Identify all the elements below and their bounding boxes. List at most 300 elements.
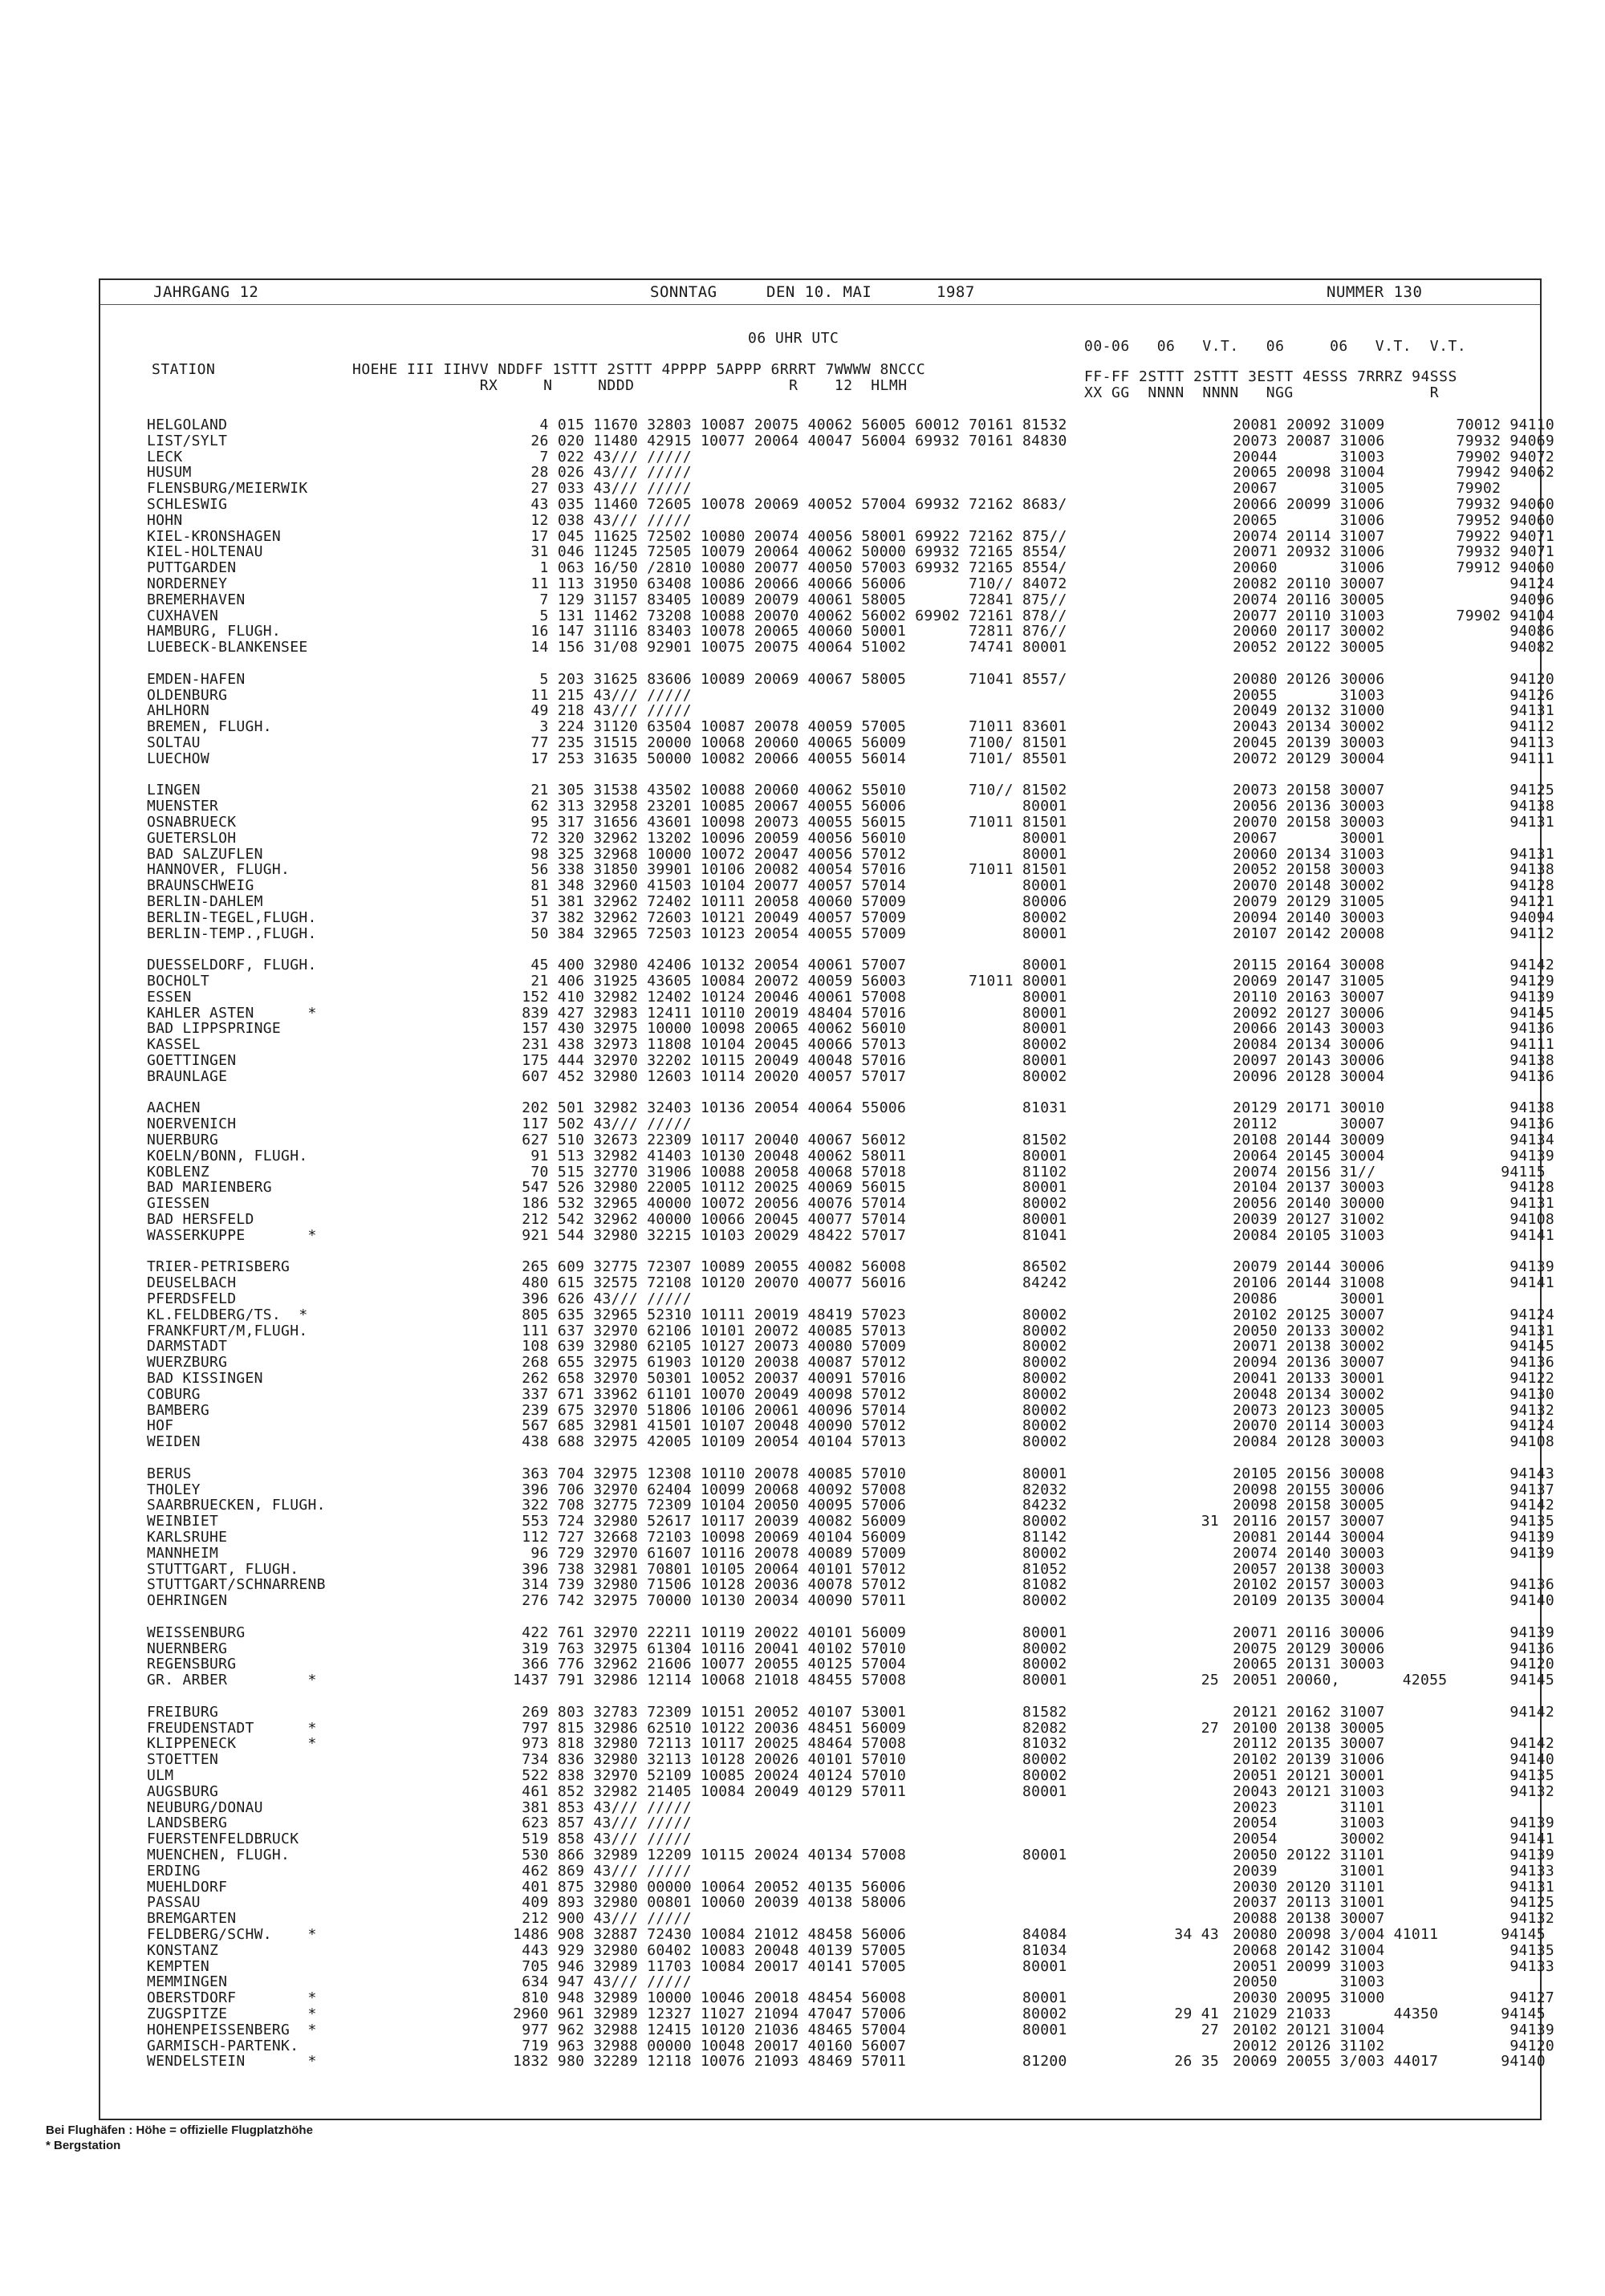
- station-name: OEHRINGEN: [147, 1592, 228, 1610]
- extra-values: 20072 20129 30004 94111: [1224, 750, 1555, 767]
- row-spacer: [100, 1688, 1543, 1703]
- extra-values: 20039 31001 94133: [1224, 1862, 1555, 1879]
- synop-values: 14 156 31/08 92901 10075 20075 40064 51002 74741 80001: [504, 639, 1067, 656]
- station-name: GOETTINGEN: [147, 1052, 237, 1069]
- synop-values: 262 658 32970 50301 10052 20037 40091 57016 80002: [504, 1370, 1067, 1387]
- extra-values: 20066 20143 30003 94136: [1224, 1020, 1555, 1038]
- extra-values: 20056 20136 30003 94138: [1224, 798, 1555, 815]
- table-row: [100, 1735, 1555, 1753]
- issue-number: NUMMER 130: [1327, 283, 1423, 301]
- main-columns-subheader: RX N NDDD R 12 HLMH: [352, 377, 908, 394]
- extra-values: 20079 20144 30006 94139: [1224, 1258, 1555, 1276]
- station-name: MEMMINGEN: [147, 1973, 228, 1991]
- extra-values: 20069 20055 3/003 44017 94140: [1224, 2053, 1546, 2070]
- table-row: [100, 1847, 1555, 1863]
- extra-values: 20115 20164 30008 94142: [1224, 957, 1555, 974]
- table-row: [100, 559, 1555, 577]
- station-name: KOELN/BONN, FLUGH.: [147, 1147, 308, 1164]
- synop-values: 202 501 32982 32403 10136 20054 40064 55006 81031: [504, 1099, 1067, 1117]
- table-row: [100, 1957, 1555, 1975]
- table-row: [100, 686, 1555, 704]
- extra-values: 20068 20142 31004 94135: [1224, 1941, 1555, 1959]
- gust-values: 34 43: [1174, 1926, 1219, 1943]
- extra-values: 20098 20158 30005 94142: [1224, 1497, 1555, 1514]
- station-name: BRAUNSCHWEIG: [147, 877, 254, 895]
- extra-values: 20121 20162 31007 94142: [1224, 1703, 1555, 1721]
- station-name: FRANKFURT/M,FLUGH.: [147, 1322, 308, 1339]
- station-name: BAD KISSINGEN: [147, 1370, 263, 1387]
- synop-values: 977 962 32988 12415 10120 21036 48465 57004 80001: [504, 2021, 1067, 2038]
- station-name: ERDING: [147, 1862, 201, 1879]
- extra-values: 20050 31003: [1224, 1973, 1385, 1991]
- station-name: KIEL-KRONSHAGEN: [147, 527, 282, 545]
- station-name: AHLHORN: [147, 702, 209, 720]
- table-row: [100, 830, 1543, 845]
- station-name: PASSAU: [147, 1894, 201, 1912]
- station-name: GR. ARBER *: [147, 1672, 317, 1689]
- synop-values: 634 947 43/// /////: [504, 1973, 692, 1991]
- table-row: [100, 1544, 1555, 1562]
- station-name: BRAUNLAGE: [147, 1067, 228, 1085]
- extra-values: 20107 20142 20008 94112: [1224, 924, 1555, 942]
- weather-report-sheet: [99, 278, 1555, 2120]
- station-name: OSNABRUECK: [147, 814, 237, 831]
- table-row: [100, 1862, 1555, 1879]
- station-name: ESSEN: [147, 988, 192, 1006]
- station-name: HELGOLAND: [147, 417, 228, 433]
- gust-values: 29 41: [1174, 2005, 1219, 2022]
- extra-values: 20092 20127 30006 94145: [1224, 1004, 1555, 1022]
- synop-values: 627 510 32673 22309 10117 20040 40067 56012 81502: [504, 1132, 1067, 1148]
- extra-values: 20071 20932 31006 79932 94071: [1224, 543, 1555, 561]
- synop-values: 70 515 32770 31906 10088 20058 40068 57018 81102: [504, 1163, 1067, 1181]
- synop-values: 522 838 32970 52109 10085 20024 40124 57010 80002: [504, 1767, 1067, 1784]
- extra-values: 20067 31005 79902: [1224, 480, 1501, 498]
- extra-values: 20074 20156 31// 94115: [1224, 1163, 1546, 1181]
- extra-values: 20094 20140 30003 94094: [1224, 908, 1555, 926]
- extra-values: 20037 20113 31001 94125: [1224, 1894, 1555, 1912]
- synop-values: 921 544 32980 32215 10103 20029 48422 57017 81041: [504, 1226, 1067, 1244]
- table-row: [100, 1481, 1555, 1498]
- station-name: STOETTEN: [147, 1751, 219, 1769]
- station-name: FLENSBURG/MEIERWIK: [147, 480, 308, 498]
- synop-values: 212 542 32962 40000 10066 20045 40077 57014 80001: [504, 1211, 1067, 1228]
- station-name: BAD LIPPSPRINGE: [147, 1020, 282, 1038]
- main-columns-header: HOEHE III IIHVV NDDFF 1STTT 2STTT 4PPPP 5APPP 6RRRT 7WWWW 8NCCC: [352, 361, 926, 378]
- table-row: [100, 1910, 1555, 1928]
- station-name: THOLEY: [147, 1481, 201, 1498]
- table-row: [100, 1497, 1555, 1514]
- table-row: [100, 623, 1555, 640]
- extra-values: 20075 20129 30006 94136: [1224, 1640, 1555, 1657]
- synop-values: 5 203 31625 83606 10089 20069 40067 58005 71041 8557/: [504, 670, 1067, 688]
- station-name: GARMISCH-PARTENK.: [147, 2037, 299, 2054]
- station-name: MUENCHEN, FLUGH.: [147, 1847, 291, 1863]
- synop-values: 28 026 43/// /////: [504, 464, 692, 482]
- extra-values: 20012 20126 31102 94120: [1224, 2037, 1555, 2054]
- table-row: [100, 1831, 1555, 1848]
- extra-values: 20052 20158 30003 94138: [1224, 861, 1555, 879]
- station-name: REGENSBURG: [147, 1656, 237, 1673]
- synop-values: 49 218 43/// /////: [504, 702, 692, 720]
- synop-values: 98 325 32968 10000 10072 20047 40056 57012 80001: [504, 845, 1067, 863]
- station-name: BAD MARIENBERG: [147, 1179, 272, 1197]
- table-row: [100, 1132, 1555, 1148]
- extra-values: 20030 20095 31000 94127: [1224, 1989, 1555, 2007]
- table-row: [100, 1322, 1555, 1339]
- table-row: [100, 702, 1555, 720]
- synop-values: 719 963 32988 00000 10048 20017 40160 56007: [504, 2037, 907, 2054]
- station-name: BERUS: [147, 1465, 192, 1482]
- extra-values: 20048 20134 30002 94130: [1224, 1385, 1555, 1403]
- extra-values: 20108 20144 30009 94134: [1224, 1132, 1555, 1148]
- table-row: [100, 1973, 1543, 1989]
- station-name: STUTTGART, FLUGH.: [147, 1560, 299, 1578]
- synop-values: 461 852 32982 21405 10084 20049 40129 57011 80001: [504, 1782, 1067, 1800]
- table-row: [100, 1147, 1555, 1164]
- table-row: [100, 1751, 1555, 1769]
- station-name: EMDEN-HAFEN: [147, 670, 246, 688]
- synop-values: 45 400 32980 42406 10132 20054 40061 57007 80001: [504, 957, 1067, 974]
- table-row: [100, 957, 1555, 974]
- synop-values: 269 803 32783 72309 10151 20052 40107 53001 81582: [504, 1703, 1067, 1721]
- synop-values: 43 035 11460 72605 10078 20069 40052 57004 69932 72162 8683/: [504, 496, 1067, 513]
- station-name: ZUGSPITZE *: [147, 2005, 317, 2022]
- extra-values: 20051 20060, 42055 94145: [1224, 1672, 1555, 1689]
- station-name: KIEL-HOLTENAU: [147, 543, 263, 561]
- station-name: HUSUM: [147, 464, 192, 482]
- extra-values: 20081 20144 30004 94139: [1224, 1529, 1555, 1546]
- extra-values: 20110 20163 30007 94139: [1224, 988, 1555, 1006]
- synop-values: 175 444 32970 32202 10115 20049 40048 57016 80001: [504, 1052, 1067, 1069]
- table-row: [100, 543, 1555, 561]
- jahrgang-label: JAHRGANG 12: [153, 283, 259, 301]
- station-name: MUEHLDORF: [147, 1878, 228, 1896]
- table-row: [100, 845, 1555, 863]
- synop-values: 973 818 32980 72113 10117 20025 48464 57008 81032: [504, 1735, 1067, 1753]
- station-name: BERLIN-TEGEL,FLUGH.: [147, 908, 317, 926]
- extra-values: 20105 20156 30008 94143: [1224, 1465, 1555, 1482]
- table-row: [100, 1226, 1555, 1244]
- station-name: KONSTANZ: [147, 1941, 219, 1959]
- table-row: [100, 1433, 1555, 1451]
- extra-values: 20094 20136 30007 94136: [1224, 1354, 1555, 1372]
- table-row: [100, 1067, 1555, 1085]
- table-row: [100, 480, 1543, 498]
- station-name: LANDSBERG: [147, 1814, 228, 1832]
- synop-values: 96 729 32970 61607 10116 20078 40089 57009 80002: [504, 1544, 1067, 1562]
- station-name: FREIBURG: [147, 1703, 219, 1721]
- table-row: [100, 1989, 1555, 2007]
- station-name: BERLIN-TEMP.,FLUGH.: [147, 924, 317, 942]
- extra-values: 20084 20105 31003 94141: [1224, 1226, 1555, 1244]
- extra-values: 20049 20132 31000 94131: [1224, 702, 1555, 720]
- station-name: SAARBRUECKEN, FLUGH.: [147, 1497, 326, 1514]
- station-name: NUERNBERG: [147, 1640, 228, 1657]
- synop-values: 409 893 32980 00801 10060 20039 40138 58006: [504, 1894, 907, 1912]
- table-row: [100, 988, 1555, 1006]
- station-name: DEUSELBACH: [147, 1274, 237, 1292]
- station-name: OLDENBURG: [147, 686, 228, 704]
- table-row: [100, 1640, 1555, 1657]
- extra-values: 20065 31006 79952 94060: [1224, 511, 1555, 529]
- station-name: GUETERSLOH: [147, 829, 237, 847]
- synop-values: 7 022 43/// /////: [504, 448, 692, 465]
- synop-values: 396 626 43/// /////: [504, 1290, 692, 1307]
- table-row: [100, 1338, 1555, 1355]
- synop-values: 186 532 32965 40000 10072 20056 40076 57014 80002: [504, 1195, 1067, 1213]
- extra-values: 20106 20144 31008 94141: [1224, 1274, 1555, 1292]
- table-row: [100, 464, 1555, 482]
- table-row: [100, 1163, 1546, 1181]
- synop-values: 396 706 32970 62404 10099 20068 40092 57008 82032: [504, 1481, 1067, 1498]
- station-name: WEIDEN: [147, 1433, 201, 1451]
- station-name: HOHN: [147, 511, 183, 529]
- synop-values: 16 147 31116 83403 10078 20065 40060 50001 72811 876//: [504, 623, 1067, 640]
- station-name: STUTTGART/SCHNARRENB: [147, 1576, 326, 1594]
- table-row: [100, 782, 1555, 799]
- table-row: [100, 893, 1555, 910]
- station-name: DARMSTADT: [147, 1338, 228, 1355]
- synop-values: 91 513 32982 41403 10130 20048 40062 58011 80001: [504, 1147, 1067, 1164]
- station-name: SOLTAU: [147, 734, 201, 751]
- table-row: [100, 1703, 1555, 1721]
- station-name: FELDBERG/SCHW. *: [147, 1926, 317, 1943]
- extra-values: 20060 31006 79912 94060: [1224, 559, 1555, 577]
- extra-values: 20060 20117 30002 94086: [1224, 623, 1555, 640]
- date-label: DEN 10. MAI: [766, 283, 872, 301]
- extra-values: 20030 20120 31101 94131: [1224, 1878, 1555, 1896]
- station-name: KEMPTEN: [147, 1957, 209, 1975]
- synop-values: 56 338 31850 39901 10106 20082 40054 57016 71011 81501: [504, 861, 1067, 879]
- table-row: [100, 1115, 1555, 1133]
- synop-values: 607 452 32980 12603 10114 20020 40057 57017 80002: [504, 1067, 1067, 1085]
- table-row: [100, 1306, 1555, 1323]
- station-name: BREMERHAVEN: [147, 591, 246, 608]
- synop-values: 363 704 32975 12308 10110 20078 40085 57010 80001: [504, 1465, 1067, 1482]
- extra-values: 20074 20140 30003 94139: [1224, 1544, 1555, 1562]
- table-row: [100, 1894, 1555, 1912]
- table-row: [100, 1926, 1546, 1943]
- synop-values: 50 384 32965 72503 10123 20054 40055 57009 80001: [504, 924, 1067, 942]
- table-row: [100, 1799, 1543, 1814]
- table-row: [100, 1099, 1555, 1117]
- synop-values: 51 381 32962 72402 10111 20058 40060 57009 80006: [504, 893, 1067, 910]
- gust-values: 31: [1201, 1513, 1219, 1530]
- synop-values: 839 427 32983 12411 10110 20019 48404 57016 80001: [504, 1004, 1067, 1022]
- synop-values: 27 033 43/// /////: [504, 480, 692, 498]
- table-row: [100, 432, 1555, 449]
- synop-values: 212 900 43/// /////: [504, 1910, 692, 1928]
- table-row: [100, 591, 1555, 608]
- synop-values: 319 763 32975 61304 10116 20041 40102 57010 80002: [504, 1640, 1067, 1657]
- row-spacer: [100, 766, 1543, 782]
- extra-values: 20050 20133 30002 94131: [1224, 1322, 1555, 1339]
- station-name: HOF: [147, 1417, 174, 1435]
- synop-values: 62 313 32958 23201 10085 20067 40055 56006 80001: [504, 798, 1067, 815]
- station-name: PFERDSFELD: [147, 1290, 237, 1307]
- extra-values: 20071 20116 30006 94139: [1224, 1623, 1555, 1641]
- table-row: [100, 1814, 1555, 1832]
- extra-values: 20070 20114 30003 94124: [1224, 1417, 1555, 1435]
- extra-values: 20043 20121 31003 94132: [1224, 1782, 1555, 1800]
- station-name: KLIPPENECK *: [147, 1735, 317, 1753]
- extra-values: 20066 20099 31006 79932 94060: [1224, 496, 1555, 513]
- synop-values: 462 869 43/// /////: [504, 1862, 692, 1879]
- extra-values: 20109 20135 30004 94140: [1224, 1592, 1555, 1610]
- synop-values: 152 410 32982 12402 10124 20046 40061 57008 80001: [504, 988, 1067, 1006]
- table-row: [100, 575, 1555, 592]
- station-name: WASSERKUPPE *: [147, 1226, 317, 1244]
- table-row: [100, 1623, 1555, 1641]
- synop-values: 21 305 31538 43502 10088 20060 40062 55010 710// 81502: [504, 782, 1067, 799]
- synop-values: 381 853 43/// /////: [504, 1798, 692, 1816]
- synop-values: 322 708 32775 72309 10104 20050 40095 57006 84232: [504, 1497, 1067, 1514]
- extra-values: 20052 20122 30005 94082: [1224, 639, 1555, 656]
- synop-values: 438 688 32975 42005 10109 20054 40104 57013 80002: [504, 1433, 1067, 1451]
- table-row: [100, 2005, 1546, 2022]
- synop-values: 396 738 32981 70801 10105 20064 40101 57012 81052: [504, 1560, 1067, 1578]
- extra-values: 20129 20171 30010 94138: [1224, 1099, 1555, 1117]
- station-name: COBURG: [147, 1385, 201, 1403]
- synop-values: 276 742 32975 70000 10130 20034 40090 57011 80002: [504, 1592, 1067, 1610]
- station-name: HANNOVER, FLUGH.: [147, 861, 291, 879]
- synop-values: 72 320 32962 13202 10096 20059 40056 56010 80001: [504, 829, 1067, 847]
- row-spacer: [100, 1243, 1543, 1258]
- table-row: [100, 496, 1555, 513]
- synop-values: 108 639 32980 62105 10127 20073 40080 57009 80002: [504, 1338, 1067, 1355]
- station-name: SCHLESWIG: [147, 496, 228, 513]
- row-spacer: [100, 655, 1543, 670]
- station-name: ULM: [147, 1767, 174, 1784]
- extra-values: 20102 20139 31006 94140: [1224, 1751, 1555, 1769]
- extra-values: 20073 20087 31006 79932 94069: [1224, 432, 1555, 449]
- station-name: LIST/SYLT: [147, 432, 228, 449]
- extra-values: 20041 20133 30001 94122: [1224, 1370, 1555, 1387]
- station-column-header: STATION: [152, 361, 216, 378]
- row-spacer: [100, 1449, 1543, 1465]
- year-label: 1987: [937, 283, 975, 301]
- synop-values: 81 348 32960 41503 10104 20077 40057 57014 80001: [504, 877, 1067, 895]
- table-row: [100, 1004, 1555, 1022]
- station-name: TRIER-PETRISBERG: [147, 1258, 291, 1276]
- extra-values: 20077 20110 31003 79902 94104: [1224, 607, 1555, 624]
- report-header: [100, 280, 1540, 305]
- extra-values: 20086 30001: [1224, 1290, 1385, 1307]
- table-row: [100, 1720, 1543, 1735]
- station-name: FREUDENSTADT *: [147, 1719, 317, 1737]
- synop-values: 231 438 32973 11808 10104 20045 40066 57013 80002: [504, 1036, 1067, 1054]
- synop-values: 553 724 32980 52617 10117 20039 40082 56009 80002: [504, 1513, 1067, 1530]
- station-name: LECK: [147, 448, 183, 465]
- station-name: KARLSRUHE: [147, 1529, 228, 1546]
- station-name: KL.FELDBERG/TS. *: [147, 1306, 308, 1323]
- extra-values: 20065 20098 31004 79942 94062: [1224, 464, 1555, 482]
- table-row: [100, 511, 1555, 529]
- table-row: [100, 1036, 1555, 1054]
- extra-values: 20112 30007 94136: [1224, 1115, 1555, 1133]
- extra-values: 20084 20128 30003 94108: [1224, 1433, 1555, 1451]
- station-name: MUENSTER: [147, 798, 219, 815]
- station-name: BAD SALZUFLEN: [147, 845, 263, 863]
- synop-values: 5 131 11462 73208 10088 20070 40062 56002 69902 72161 878//: [504, 607, 1067, 624]
- table-row: [100, 1656, 1555, 1673]
- row-spacer: [100, 1084, 1543, 1099]
- extra-values: 20098 20155 30006 94137: [1224, 1481, 1555, 1498]
- synop-values: 1 063 16/50 /2810 10080 20077 40050 57003 69932 72165 8554/: [504, 559, 1067, 577]
- extra-values: 20102 20121 31004 94139: [1224, 2021, 1555, 2038]
- station-name: WEINBIET: [147, 1513, 219, 1530]
- table-row: [100, 1561, 1543, 1576]
- table-row: [100, 1211, 1555, 1228]
- table-row: [100, 1370, 1555, 1387]
- synop-values: 111 637 32970 62106 10101 20072 40085 57013 80002: [504, 1322, 1067, 1339]
- gust-values: 26 35: [1174, 2053, 1219, 2070]
- synop-values: 805 635 32965 52310 10111 20019 48419 57023 80002: [504, 1306, 1067, 1323]
- station-name: NOERVENICH: [147, 1115, 237, 1133]
- station-name: BOCHOLT: [147, 973, 209, 990]
- synop-values: 37 382 32962 72603 10121 20049 40057 57009 80002: [504, 908, 1067, 926]
- station-name: DUESSELDORF, FLUGH.: [147, 957, 317, 974]
- synop-values: 1437 791 32986 12114 10068 21018 48455 57008 80001: [504, 1672, 1067, 1689]
- station-name: OBERSTDORF *: [147, 1989, 317, 2007]
- extra-values: 20116 20157 30007 94135: [1224, 1513, 1555, 1530]
- synop-values: 530 866 32989 12209 10115 20024 40134 57008 80001: [504, 1847, 1067, 1863]
- station-name: KAHLER ASTEN *: [147, 1004, 317, 1022]
- extra-values: 20082 20110 30007 94124: [1224, 575, 1555, 592]
- table-row: [100, 607, 1555, 624]
- synop-values: 519 858 43/// /////: [504, 1831, 692, 1848]
- extra-values: 20079 20129 31005 94121: [1224, 893, 1555, 910]
- station-name: LUEBECK-BLANKENSEE: [147, 639, 308, 656]
- synop-values: 31 046 11245 72505 10079 20064 40062 50000 69932 72165 8554/: [504, 543, 1067, 561]
- extra-values: 20051 20121 30001 94135: [1224, 1767, 1555, 1784]
- table-row: [100, 718, 1555, 736]
- station-name: HOHENPEISSENBERG *: [147, 2021, 317, 2038]
- table-row: [100, 861, 1555, 879]
- station-name: NORDERNEY: [147, 575, 228, 592]
- extra-values: 20071 20138 30002 94145: [1224, 1338, 1555, 1355]
- station-name: HAMBURG, FLUGH.: [147, 623, 282, 640]
- table-row: [100, 1592, 1555, 1610]
- synop-values: 366 776 32962 21606 10077 20055 40125 57004 80002: [504, 1656, 1067, 1673]
- station-name: AACHEN: [147, 1099, 201, 1117]
- table-row: [100, 1513, 1555, 1530]
- extra-values: 20043 20134 30002 94112: [1224, 718, 1555, 736]
- table-row: [100, 1179, 1555, 1197]
- extra-values: 20039 20127 31002 94108: [1224, 1211, 1555, 1228]
- row-spacer: [100, 941, 1543, 956]
- table-row: [100, 1290, 1543, 1306]
- station-name: KOBLENZ: [147, 1163, 209, 1181]
- station-name: BAD HERSFELD: [147, 1211, 254, 1228]
- table-row: [100, 1941, 1555, 1959]
- synop-values: 4 015 11670 32803 10087 20075 40062 56005 60012 70161 81532: [504, 417, 1067, 433]
- right-columns-header: 00-06 06 V.T. 06 06 V.T. V.T.: [1084, 338, 1467, 355]
- table-row: [100, 1195, 1555, 1213]
- synop-values: 705 946 32989 11703 10084 20017 40141 57005 80001: [504, 1957, 1067, 1975]
- table-row: [100, 639, 1555, 656]
- extra-values: 20057 20138 30003: [1224, 1560, 1385, 1578]
- table-row: [100, 1401, 1555, 1419]
- station-name: BREMEN, FLUGH.: [147, 718, 272, 736]
- station-name: MANNHEIM: [147, 1544, 219, 1562]
- synop-values: 443 929 32980 60402 10083 20048 40139 57005 81034: [504, 1941, 1067, 1959]
- synop-values: 12 038 43/// /////: [504, 511, 692, 529]
- table-row: [100, 448, 1555, 465]
- synop-values: 1832 980 32289 12118 10076 21093 48469 57011 81200: [504, 2053, 1067, 2070]
- extra-values: 20097 20143 30006 94138: [1224, 1052, 1555, 1069]
